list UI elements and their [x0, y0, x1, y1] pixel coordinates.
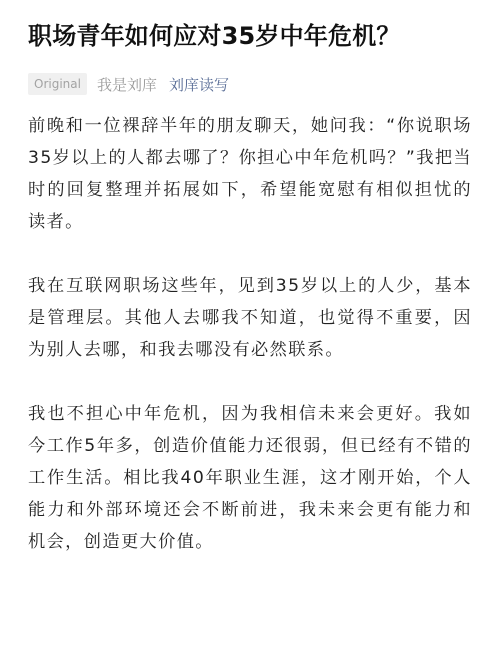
article-body [28, 110, 472, 558]
paragraph-2: 我在互联网职场这些年，见到35岁以上的人少，基本是管理层。其他人去哪我不知道，也觉得不重要，因为别人去哪，和我去哪没有必然联系。 [28, 276, 472, 360]
article-meta [28, 72, 472, 96]
article-title: 职场青年如何应对35岁中年危机？ [28, 22, 401, 50]
paragraph-3: 我也不担心中年危机，因为我相信未来会更好。我如今工作5年多，创造价值能力还很弱，但已经有不错的工作生活。相比我40年职业生涯，这才刚开始，个人能力和外部环境还会不断前进，我未来会更有能力和机会，创造更大价值。 [28, 404, 472, 552]
author-name: 我是刘庠 [96, 75, 157, 94]
paragraph-1: 前晚和一位裸辞半年的朋友聊天，她问我：“你说职场35岁以上的人都去哪了？你担心中年危机吗？”我把当时的回复整理并拓展如下，希望能宽慰有相似担忧的读者。 [28, 116, 472, 232]
original-badge: Original [28, 73, 87, 95]
account-link[interactable]: 刘庠读写 [168, 75, 229, 94]
